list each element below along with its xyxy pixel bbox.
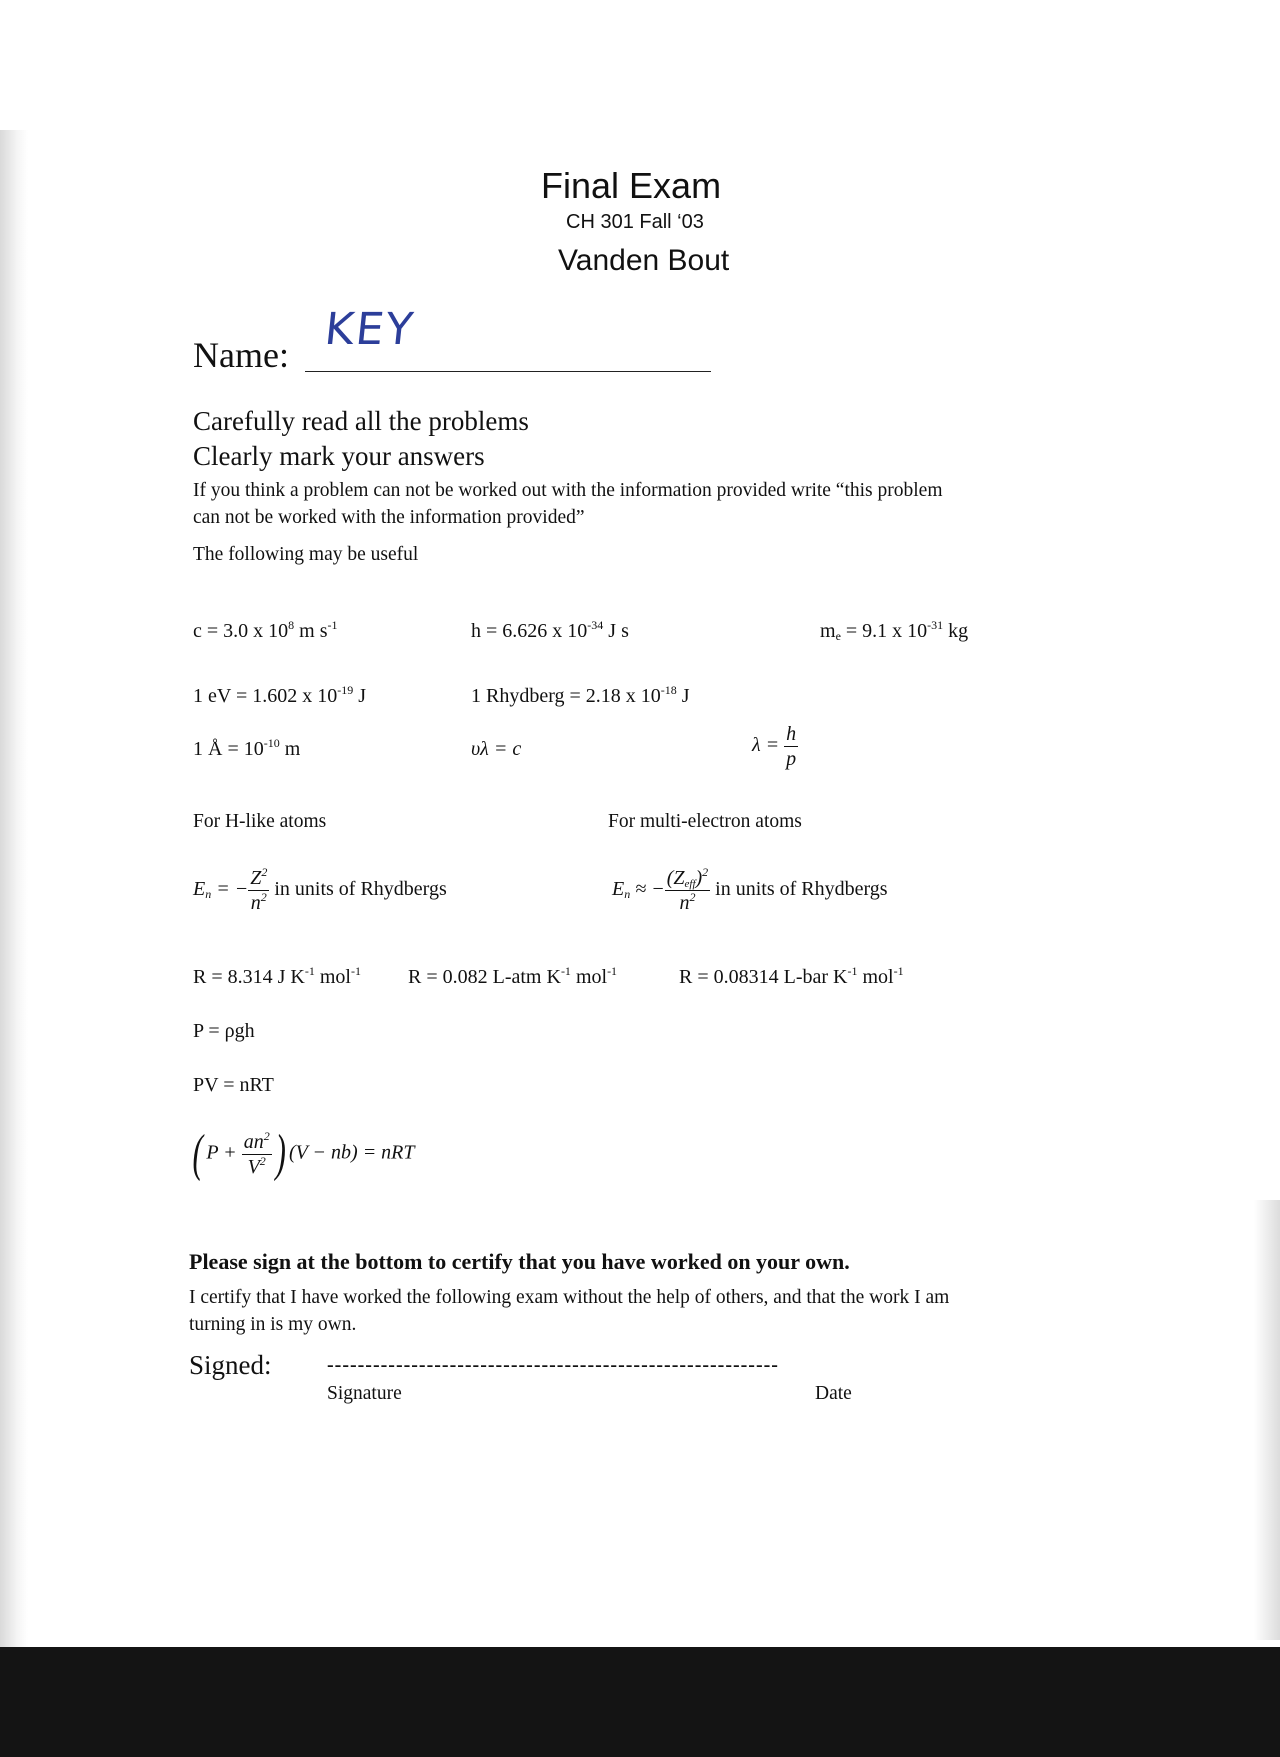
name-value-handwritten: KEY xyxy=(322,304,418,355)
useful-heading: The following may be useful xyxy=(193,544,419,565)
constant-planck: h = 6.626 x $10^{-34}$ J s xyxy=(471,618,629,642)
multi-electron-atoms-label: For multi-electron atoms xyxy=(608,811,802,832)
certification-heading: Please sign at the bottom to certify that you have worked on your own. xyxy=(189,1249,850,1274)
signed-label: Signed: xyxy=(189,1350,272,1380)
constant-electron-mass: $m_e = 9.1$ x $10^{-31}$ kg xyxy=(820,618,969,643)
equation-van-der-waals: ( P + $\frac{an^2}{V^2}$ ) (V − nb) = nRT xyxy=(192,1125,415,1182)
signature-line[interactable]: ----------------------------------------------------------- xyxy=(327,1354,779,1376)
name-field[interactable] xyxy=(305,304,711,372)
scanner-border-bottom xyxy=(0,1647,1280,1757)
h-like-atoms-label: For H-like atoms xyxy=(193,811,327,832)
constant-electron-volt: 1 eV = 1.602 x $10^{-19}$ J xyxy=(193,683,367,707)
date-label: Date xyxy=(815,1383,852,1404)
constant-angstrom: 1 Å = $10^{-10}$ m xyxy=(193,736,301,760)
equation-multi-electron-energy: $E_n$ ≈ − $\frac{(Z_{eff})^2}{n^2}$ in units of Rhydbergs xyxy=(612,865,888,914)
equation-wave-speed: υλ = c xyxy=(471,738,522,760)
constant-rydberg: 1 Rhydberg = 2.18 x $10^{-18}$ J xyxy=(471,683,690,707)
instruction-read: Carefully read all the problems xyxy=(193,406,529,436)
constant-speed-of-light: c = 3.0 x $10^8$ m $s^{-1}$ xyxy=(193,618,338,642)
equation-ideal-gas: PV = nRT xyxy=(193,1074,274,1096)
instructor-name: Vanden Bout xyxy=(558,244,730,277)
instruction-note-line2: can not be worked with the information provided” xyxy=(193,507,585,528)
course-code: CH 301 Fall ‘03 xyxy=(566,211,704,233)
signature-label: Signature xyxy=(327,1383,402,1404)
gas-constant-joules: R = 8.314 J $K^{-1}$ mol$^{-1}$ xyxy=(193,964,361,988)
name-label: Name: xyxy=(193,335,289,375)
certification-text-line1: I certify that I have worked the following exam without the help of others, and that the work I am xyxy=(189,1287,950,1308)
page-title: Final Exam xyxy=(541,165,722,206)
instruction-mark: Clearly mark your answers xyxy=(193,441,485,471)
gas-constant-atm: R = 0.082 L-atm $K^{-1}$ mol$^{-1}$ xyxy=(408,964,618,988)
instruction-note-line1: If you think a problem can not be worked out with the information provided write “this problem xyxy=(193,480,943,501)
equation-h-like-energy: $E_n$ = − $\frac{Z^2}{n^2}$ in units of Rhydbergs xyxy=(193,865,447,914)
scan-shadow-right xyxy=(1254,1200,1280,1640)
equation-de-broglie: λ = $\frac{h}{p}$ xyxy=(752,723,797,770)
gas-constant-bar: R = 0.08314 L-bar $K^{-1}$ mol$^{-1}$ xyxy=(679,964,904,988)
equation-hydrostatic-pressure: P = ρgh xyxy=(193,1020,255,1042)
scan-shadow-left xyxy=(0,130,28,1650)
certification-text-line2: turning in is my own. xyxy=(189,1314,357,1335)
